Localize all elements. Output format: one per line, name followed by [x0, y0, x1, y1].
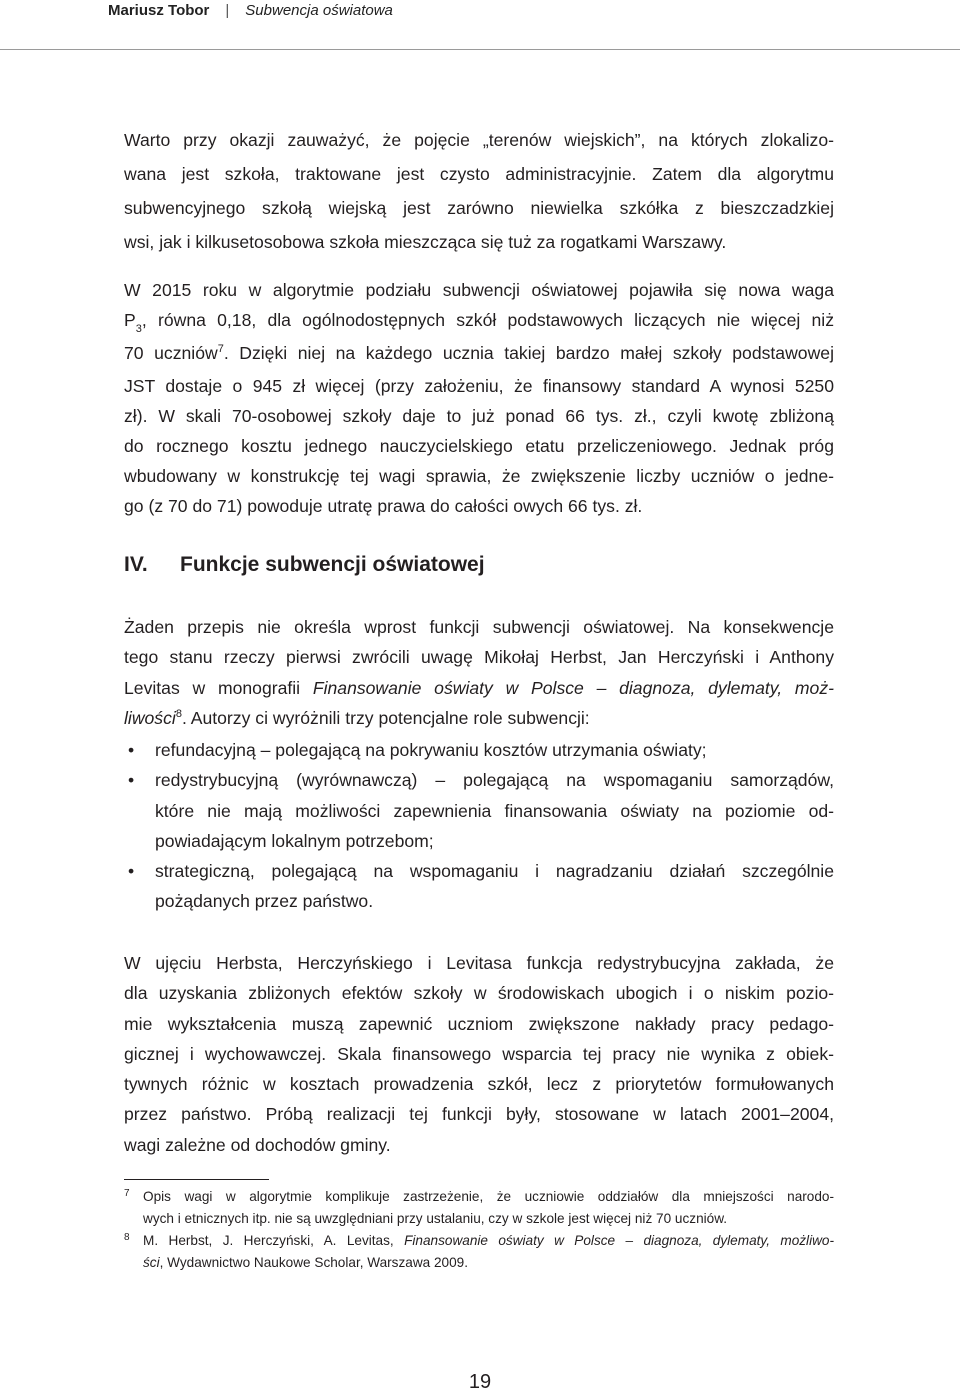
page-number: 19: [468, 1371, 492, 1393]
footnote-number: 7: [124, 1188, 130, 1199]
citation-title-end: ści: [143, 1255, 160, 1270]
footnote-line: [143, 1230, 834, 1252]
footnote-7: [124, 1186, 834, 1230]
text-fragment: , równa 0,18, dla ogólnodostępnych szkół podstawowych liczących nie więcej niż: [141, 310, 834, 330]
text-line: [124, 703, 834, 736]
monograph-title-end: liwości: [124, 707, 176, 728]
citation-title: Finansowanie oświaty w Polsce – diagnoza, dylematy, możliwo-: [404, 1233, 834, 1248]
footnotes: [124, 1186, 834, 1274]
bullet-icon: •: [128, 740, 135, 760]
footnote-divider: [124, 1179, 269, 1180]
section-title: Funkcje subwencji oświatowej: [180, 553, 485, 576]
text-line: gicznej i wychowawczej. Skala finansowego wsparcia tej pracy nie wynika z obiek-: [124, 1043, 834, 1064]
text-line: strategiczną, polegającą na wspomaganiu i nagradzaniu działań szczególnie: [155, 861, 834, 882]
text-line: go (z 70 do 71) powoduje utratę prawa do całości owych 66 tys. zł.: [124, 496, 643, 516]
footnote-line: Opis wagi w algorytmie komplikuje zastrzeżenie, że uczniowie oddziałów dla mniejszości narodo-: [143, 1189, 834, 1204]
subsidy-roles-list: [124, 735, 834, 917]
text-line: W 2015 roku w algorytmie podziału subwencji oświatowej pojawiła się nowa waga: [124, 280, 834, 300]
running-header: [108, 1, 393, 21]
footnote-line: [143, 1252, 834, 1274]
text-line: powiadającym lokalnym potrzebom;: [155, 830, 434, 851]
paragraph-redistribution: [124, 948, 834, 1160]
footnote-number: 8: [124, 1232, 130, 1243]
weight-subscript: 3: [135, 323, 142, 335]
bullet-icon: •: [128, 861, 135, 882]
text-line: wagi zależne od dochodów gminy.: [124, 1134, 391, 1155]
text-line: subwencyjnego szkołą wiejską jest zarówno niewielka szkółka z bieszczadzkiej: [124, 198, 834, 218]
weight-symbol: P: [124, 310, 136, 330]
text-line: JST dostaje o 945 zł więcej (przy założeniu, że finansowy standard A wynosi 5250: [124, 376, 834, 396]
paragraph-rural-schools: [124, 123, 834, 259]
footnote-ref-7: 7: [217, 343, 224, 355]
text-line: refundacyjną – polegającą na pokrywaniu kosztów utrzymania oświaty;: [155, 740, 707, 760]
monograph-title: Finansowanie oświaty w Polsce – diagnoza, dylematy, moż-: [312, 677, 834, 698]
section-number: IV.: [124, 553, 148, 576]
text-line: Warto przy okazji zauważyć, że pojęcie „terenów wiejskich”, na których zlokalizo-: [124, 130, 834, 150]
footnote-line: wych i etnicznych itp. nie są uwzględniani przy ustalaniu, czy w szkole jest więcej niż 70 uczniów.: [143, 1211, 728, 1226]
text-line: które nie mają możliwości zapewnienia finansowania oświaty na poziomie od-: [155, 800, 834, 821]
list-item: [124, 765, 834, 856]
paragraph-p3-weight: [124, 275, 834, 521]
text-line: [124, 338, 834, 371]
text-line: wbudowany w konstrukcję tej wagi sprawia, że zwiększenie liczby uczniów o jedne-: [124, 466, 834, 486]
text-line: Żaden przepis nie określa wprost funkcji subwencji oświatowej. Na konsekwencje: [124, 617, 834, 637]
header-author: Mariusz Tobor: [108, 2, 210, 19]
header-separator: |: [225, 2, 230, 19]
footnote-8: [124, 1230, 834, 1274]
section-heading: [124, 550, 485, 580]
text-line: tego stanu rzeczy pierwsi zwrócili uwagę Mikołaj Herbst, Jan Herczyński i Anthony: [124, 647, 834, 668]
text-line: wana jest szkoła, traktowane jest czysto administracyjnie. Zatem dla algorytmu: [124, 164, 834, 184]
text-line: W ujęciu Herbsta, Herczyńskiego i Levitasa funkcja redystrybucyjna zakłada, że: [124, 953, 834, 973]
text-line: do rocznego kosztu jednego nauczycielskiego etatu przeliczeniowego. Jednak próg: [124, 436, 834, 456]
text-line: dla uzyskania zbliżonych efektów szkoły w środowiskach ubogich i o niskim pozio-: [124, 983, 834, 1004]
text-fragment: M. Herbst, J. Herczyński, A. Levitas,: [143, 1233, 405, 1248]
text-fragment: Levitas w monografii: [124, 677, 313, 698]
text-fragment: 70 uczniów: [124, 343, 218, 363]
text-fragment: . Dzięki niej na każdego ucznia takiej bardzo małej szkoły podstawowej: [223, 343, 834, 363]
list-item: [124, 856, 834, 917]
text-fragment: , Wydawnictwo Naukowe Scholar, Warszawa 2009.: [159, 1255, 469, 1270]
text-fragment: . Autorzy ci wyróżnili trzy potencjalne role subwencji:: [181, 707, 590, 728]
bullet-icon: •: [128, 770, 135, 791]
text-line: pożądanych przez państwo.: [155, 891, 374, 912]
text-line: tywnych różnic w kosztach prowadzenia szkół, lecz z priorytetów formułowanych: [124, 1074, 834, 1095]
text-line: redystrybucyjną (wyrównawczą) – polegającą na wspomaganiu samorządów,: [155, 770, 834, 791]
text-line: wsi, jak i kilkusetosobowa szkoła mieszcząca się tuż za rogatkami Warszawy.: [124, 232, 727, 252]
text-line: mie wykształcenia muszą zapewnić uczniom zwiększone nakłady pracy pedago-: [124, 1013, 834, 1034]
header-divider: [0, 49, 960, 50]
text-line: zł). W skali 70-osobowej szkoły daje to już ponad 66 tys. zł., czyli kwotę zbliżoną: [124, 406, 834, 426]
paragraph-subsidy-functions: [124, 612, 834, 736]
text-line: [124, 305, 834, 338]
footnote-ref-8: 8: [175, 707, 182, 720]
text-line: [124, 673, 834, 703]
header-title: Subwencja oświatowa: [245, 2, 393, 19]
list-item: [124, 735, 834, 765]
text-line: przez państwo. Próbą realizacji tej funkcji były, stosowane w latach 2001–2004,: [124, 1104, 834, 1125]
